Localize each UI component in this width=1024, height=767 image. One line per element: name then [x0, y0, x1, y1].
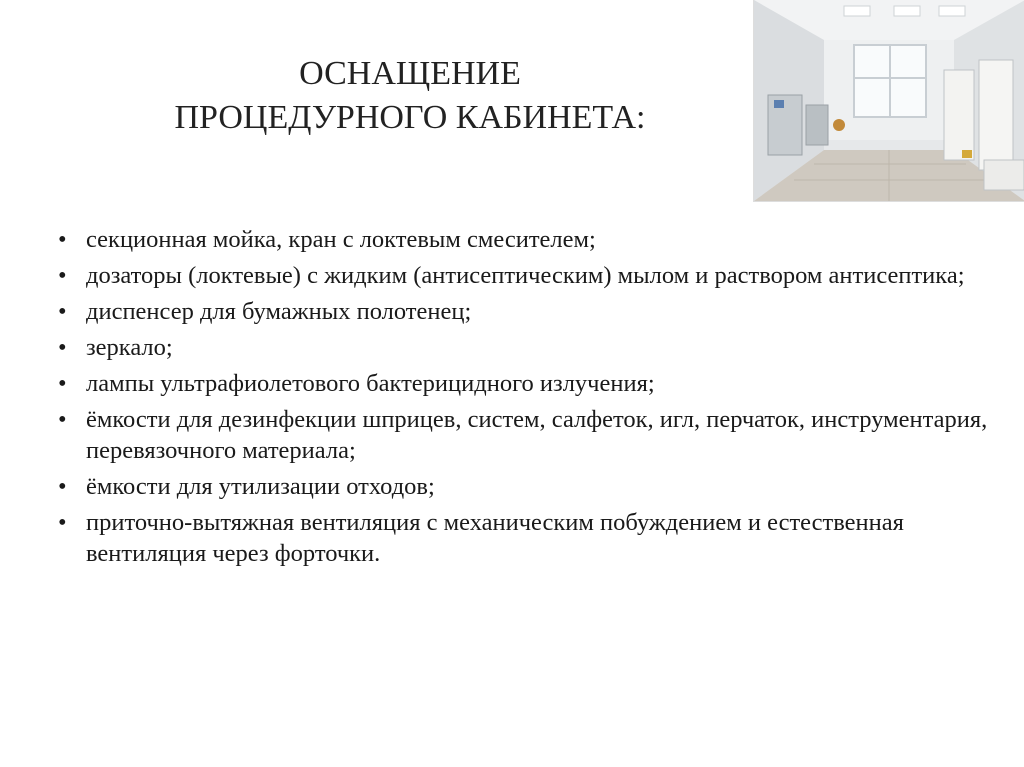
- bullet-icon: •: [58, 509, 67, 536]
- bullet-icon: •: [58, 262, 67, 289]
- title-line-2: ПРОЦЕДУРНОГО КАБИНЕТА:: [174, 99, 646, 136]
- list-item-text: дозаторы (локтевые) с жидким (антисептическим) мылом и раствором антисептика;: [86, 262, 965, 289]
- bullet-icon: •: [58, 406, 67, 433]
- list-item: [58, 368, 988, 399]
- bullet-icon: •: [58, 473, 67, 500]
- list-item: [58, 471, 988, 502]
- list-item-text: ёмкости для дезинфекции шприцев, систем, салфеток, игл, перчаток, инструментария, перевязочного материала;: [86, 406, 988, 464]
- bullet-icon: •: [58, 226, 67, 253]
- list-item-text: лампы ультрафиолетового бактерицидного излучения;: [86, 370, 655, 397]
- list-item: [58, 296, 988, 327]
- list-item: [58, 404, 988, 466]
- list-item-text: зеркало;: [86, 334, 173, 361]
- list-item-text: диспенсер для бумажных полотенец;: [86, 298, 472, 325]
- bullet-icon: •: [58, 334, 67, 361]
- list-item: [58, 224, 988, 255]
- list-item-text: ёмкости для утилизации отходов;: [86, 473, 435, 500]
- equipment-list: [58, 224, 988, 574]
- list-item-text: приточно-вытяжная вентиляция с механическим побуждением и естественная вентиляция через форточки.: [86, 509, 904, 567]
- slide-title: [120, 52, 700, 140]
- title-line-1: ОСНАЩЕНИЕ: [299, 55, 521, 92]
- list-item: [58, 507, 988, 569]
- list-item: [58, 260, 988, 291]
- bullet-icon: •: [58, 370, 67, 397]
- procedure-room-photo: [753, 0, 1024, 202]
- list-item-text: секционная мойка, кран с локтевым смесителем;: [86, 226, 596, 253]
- list-item: [58, 332, 988, 363]
- bullet-icon: •: [58, 298, 67, 325]
